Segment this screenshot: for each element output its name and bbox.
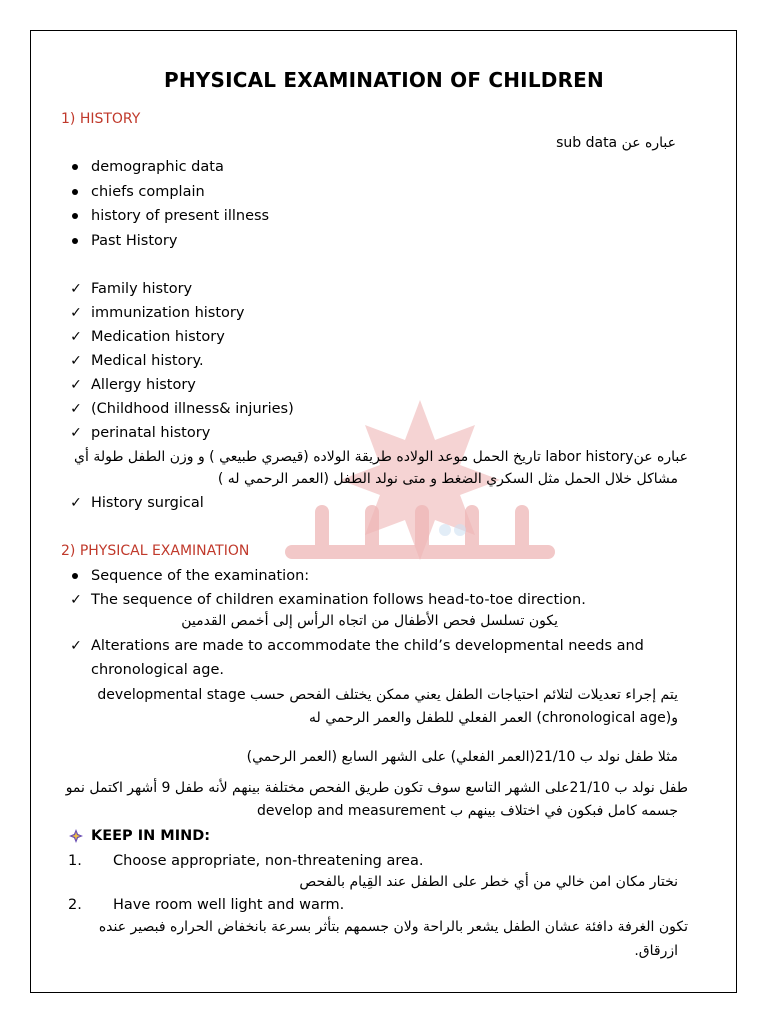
checkmark-icon: ✓ xyxy=(70,281,82,297)
section-heading-history: 1) HISTORY xyxy=(61,111,141,127)
check-item: perinatal history xyxy=(91,425,211,441)
example-line-1: مثلا طفل نولد ب 21/10(العمر الفعلي) على الشهر السابع (العمر الرحمي) xyxy=(246,749,678,765)
keep-in-mind-arabic-continued: ازرقاق. xyxy=(634,943,678,959)
check-item: History surgical xyxy=(91,495,204,511)
checkmark-icon: ✓ xyxy=(70,425,82,441)
checkmark-icon: ✓ xyxy=(70,495,82,511)
bullet-item: Past History xyxy=(91,233,178,249)
check-item: (Childhood illness& injuries) xyxy=(91,401,294,417)
check-item: immunization history xyxy=(91,305,245,321)
developmental-arabic: يتم إجراء تعديلات لتلائم احتياجات الطفل يعني ممكن يختلف الفحص حسب developmental stage xyxy=(97,687,678,703)
checkmark-icon: ✓ xyxy=(70,638,82,654)
list-number: 2. xyxy=(68,897,82,913)
check-item: Family history xyxy=(91,281,193,297)
bullet-item: history of present illness xyxy=(91,208,270,224)
keep-in-mind-item: Have room well light and warm. xyxy=(113,897,345,913)
keep-in-mind-arabic: تكون الغرفة دافئة عشان الطفل يشعر بالراحة ولان جسمهم بتأثر بسرعة بانخفاض الحراره فبصير عنده xyxy=(98,919,688,935)
bullet-icon xyxy=(72,238,78,244)
keep-in-mind-item: Choose appropriate, non-threatening area. xyxy=(113,853,424,869)
check-item: Medication history xyxy=(91,329,225,345)
labor-history-line-1: عباره عنlabor history تاريخ الحمل موعد الولاده طريقة الولاده (قيصري طبيعي ) و وزن الطفل طولة أي xyxy=(74,449,688,465)
check-item: The sequence of children examination follows head-to-toe direction. xyxy=(91,592,586,608)
check-item-continued: chronological age. xyxy=(91,662,224,678)
example-line-3: جسمه كامل فبكون في اختلاف بينهم ب develop and measurement xyxy=(256,803,678,819)
check-item: Allergy history xyxy=(91,377,196,393)
bullet-item: chiefs complain xyxy=(91,184,205,200)
keep-in-mind-arabic: نختار مكان امن خالي من أي خطر على الطفل عند القِيام بالفحص xyxy=(299,874,678,890)
bullet-icon xyxy=(72,189,78,195)
labor-history-line-2: مشاكل خلال الحمل مثل السكري الضغط و متى نولد الطفل (العمر الرحمي له ) xyxy=(217,471,678,487)
sub-data-note: sub data عباره عن xyxy=(556,135,676,151)
chronological-arabic: و(chronological age) العمر الفعلي للطفل والعمر الرحمي له xyxy=(309,710,678,726)
pin-icon xyxy=(68,828,84,844)
checkmark-icon: ✓ xyxy=(70,401,82,417)
page-title: PHYSICAL EXAMINATION OF CHILDREN xyxy=(164,68,604,92)
example-line-2: طفل نولد ب 21/10على الشهر التاسع سوف تكون طريق الفحص مختلفة بينهم لأنه طفل 9 أشهر اكتمل نمو xyxy=(65,780,688,796)
sequence-arabic: يكون تسلسل فحص الأطفال من اتجاه الرأس إلى أخمص القدمين xyxy=(181,613,558,629)
checkmark-icon: ✓ xyxy=(70,353,82,369)
bullet-icon xyxy=(72,573,78,579)
section-heading-physical-examination: 2) PHYSICAL EXAMINATION xyxy=(61,543,250,559)
bullet-icon xyxy=(72,164,78,170)
bullet-item: demographic data xyxy=(91,159,224,175)
checkmark-icon: ✓ xyxy=(70,305,82,321)
checkmark-icon: ✓ xyxy=(70,329,82,345)
check-item: Alterations are made to accommodate the child’s developmental needs and xyxy=(91,638,644,654)
keep-in-mind-heading: KEEP IN MIND: xyxy=(91,828,211,844)
checkmark-icon: ✓ xyxy=(70,377,82,393)
bullet-icon xyxy=(72,213,78,219)
check-item: Medical history. xyxy=(91,353,204,369)
bullet-item: Sequence of the examination: xyxy=(91,568,310,584)
list-number: 1. xyxy=(68,853,82,869)
checkmark-icon: ✓ xyxy=(70,592,82,608)
